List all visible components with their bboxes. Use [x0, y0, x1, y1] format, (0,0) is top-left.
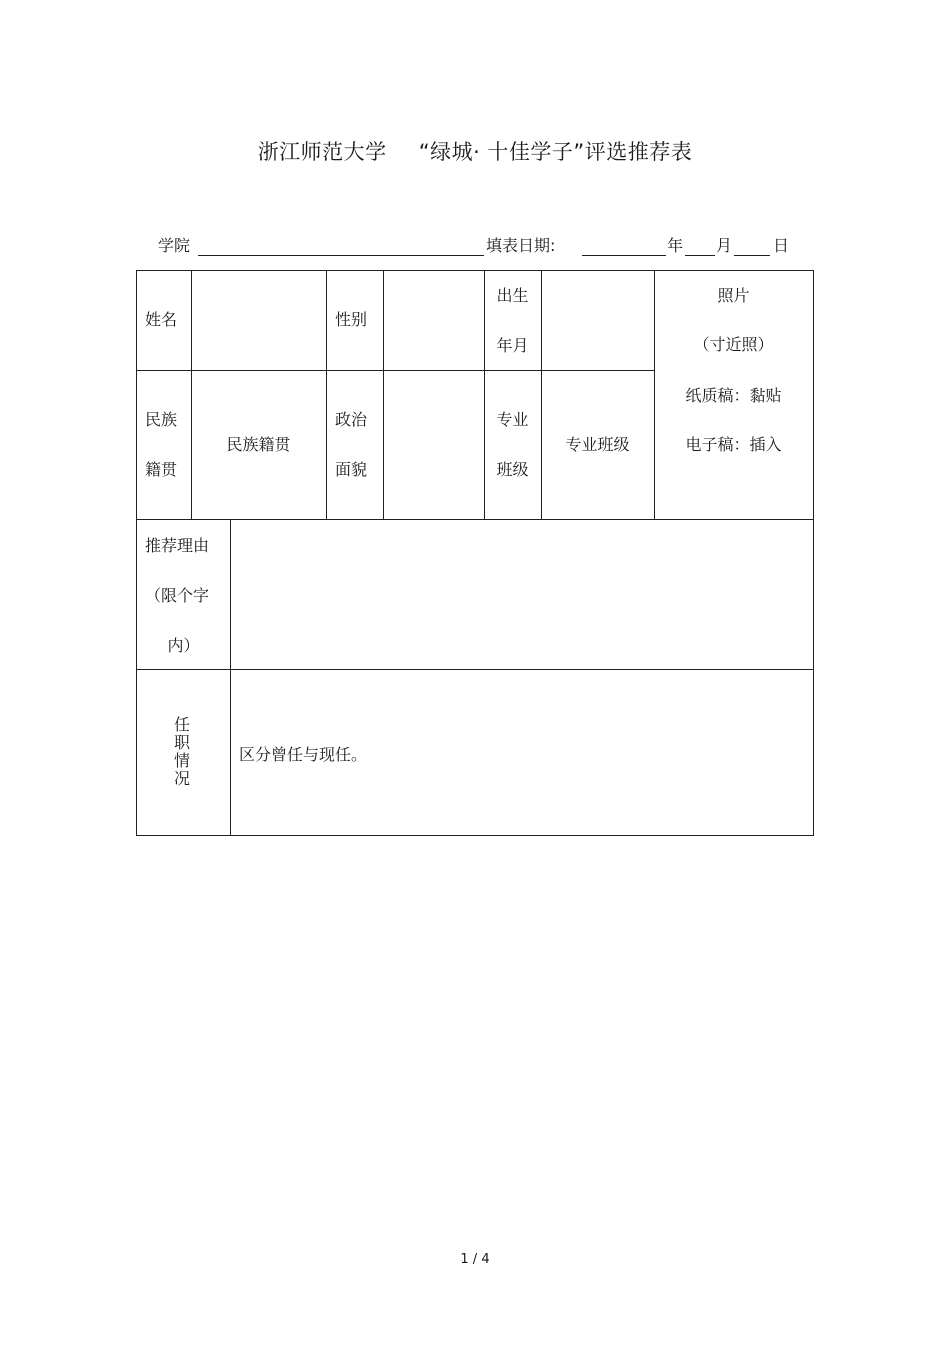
month-label: 月: [716, 236, 733, 255]
ethnic-value: 民族籍贯: [226, 435, 291, 454]
photo-paper-note: 纸质稿：黏贴: [685, 386, 782, 405]
title-form-name: “绿城· 十佳学子”评选推荐表: [418, 140, 693, 164]
name-label: 姓名: [145, 310, 178, 329]
year-field[interactable]: [582, 255, 666, 256]
month-field[interactable]: [685, 255, 715, 256]
gender-label: 性别: [335, 310, 368, 329]
photo-label: 照片: [717, 286, 750, 305]
col-divider-2: [326, 271, 327, 519]
college-label: 学院: [158, 236, 191, 255]
year-label: 年: [667, 236, 684, 255]
ethnic-label-line1: 民族: [145, 410, 178, 429]
page-number: 1 / 4: [460, 1252, 490, 1267]
day-field[interactable]: [734, 255, 770, 256]
position-label: 任职情况: [173, 715, 190, 788]
photo-size-note: （寸近照）: [693, 335, 774, 354]
page-title: [0, 136, 950, 166]
col-divider-5: [541, 271, 542, 519]
major-value: 专业班级: [565, 435, 630, 454]
reason-label-line1: 推荐理由: [145, 536, 210, 555]
political-label-line1: 政治: [335, 410, 368, 429]
college-field[interactable]: [198, 255, 484, 256]
major-label-line1: 专业: [496, 410, 529, 429]
row-divider-3: [137, 669, 813, 670]
political-label-line2: 面貌: [335, 460, 368, 479]
reason-label-line3: 内）: [167, 636, 200, 655]
recommendation-form-table: [136, 270, 814, 836]
photo-electronic-note: 电子稿：插入: [685, 435, 782, 454]
ethnic-label-line2: 籍贯: [145, 460, 178, 479]
reason-label-line2: （限个字: [145, 586, 210, 605]
date-label: 填表日期:: [486, 236, 556, 255]
birth-label-line2: 年月: [496, 336, 529, 355]
birth-label-line1: 出生: [496, 286, 529, 305]
major-label-line2: 班级: [496, 460, 529, 479]
row-divider-1: [137, 370, 654, 371]
position-value[interactable]: 区分曾任与现任。: [239, 745, 368, 764]
reason-input-area[interactable]: [231, 520, 813, 669]
title-university: 浙江师范大学: [257, 140, 387, 164]
day-label: 日: [773, 236, 790, 255]
col-divider-1: [191, 271, 192, 519]
col-divider-3: [383, 271, 384, 519]
